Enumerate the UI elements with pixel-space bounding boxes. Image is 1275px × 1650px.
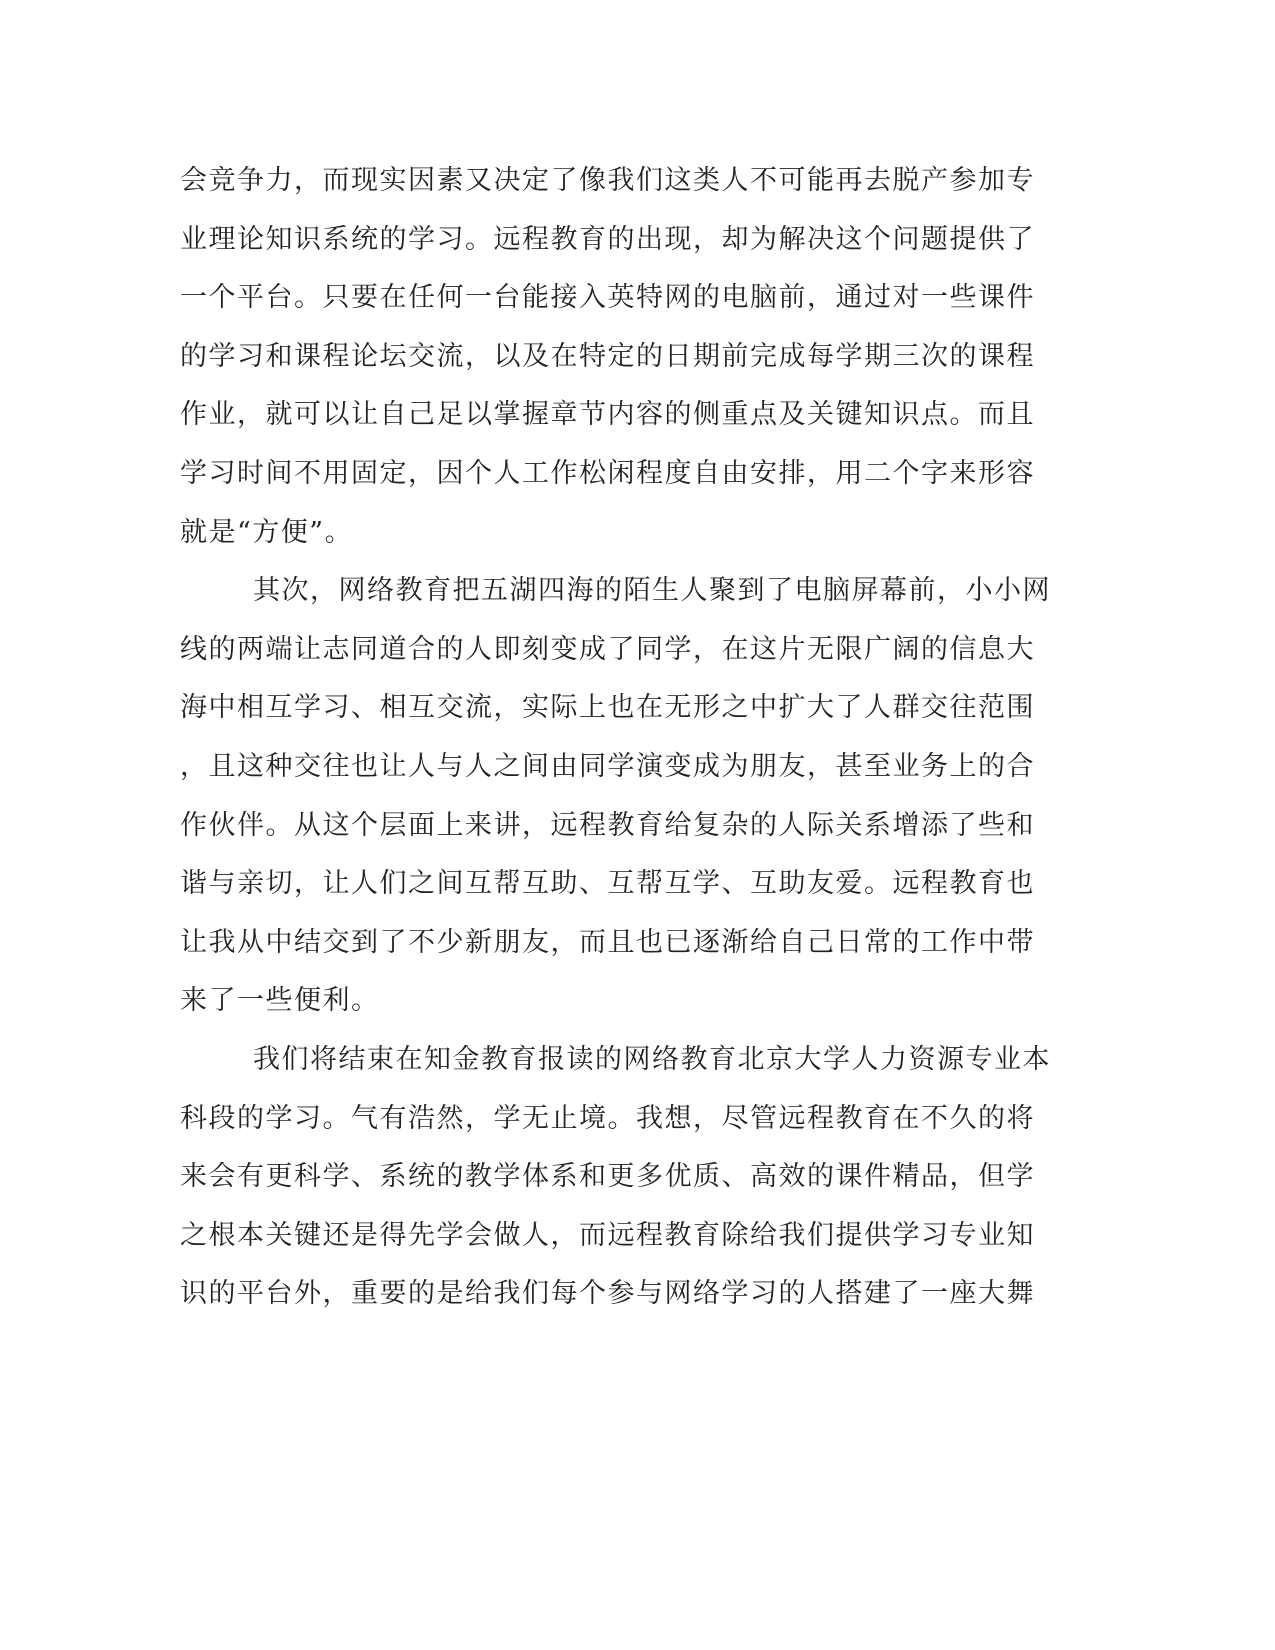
text-line: 一个平台。只要在任何一台能接入英特网的电脑前，通过对一些课件	[180, 282, 1035, 314]
text-line: ，且这种交往也让人与人之间由同学演变成为朋友，甚至业务上的合	[180, 750, 1035, 782]
text-line: 海中相互学习、相互交流，实际上也在无形之中扩大了人群交往范围	[180, 692, 1035, 724]
text-line: 之根本关键还是得先学会做人，而远程教育除给我们提供学习专业知	[180, 1219, 1035, 1251]
text-line: 让我从中结交到了不少新朋友，而且也已逐渐给自己日常的工作中带	[180, 926, 1035, 958]
text-line: 谐与亲切，让人们之间互帮互助、互帮互学、互助友爱。远程教育也	[180, 868, 1035, 900]
paragraph-1	[180, 152, 1035, 562]
text-line: 作业，就可以让自己足以掌握章节内容的侧重点及关键知识点。而且	[180, 399, 1035, 431]
text-line: 线的两端让志同道合的人即刻变成了同学，在这片无限广阔的信息大	[180, 633, 1035, 665]
text-line: 学习时间不用固定，因个人工作松闲程度自由安排，用二个字来形容	[180, 457, 1035, 489]
body-text	[180, 152, 1051, 1324]
text-line: 来会有更科学、系统的教学体系和更多优质、高效的课件精品，但学	[180, 1161, 1035, 1193]
text-line: 识的平台外，重要的是给我们每个参与网络学习的人搭建了一座大舞	[180, 1278, 1035, 1310]
text-line: 会竞争力，而现实因素又决定了像我们这类人不可能再去脱产参加专	[180, 165, 1035, 196]
text-line: 我们将结束在知金教育报读的网络教育北京大学人力资源专业本	[253, 1043, 1051, 1075]
text-line: 的学习和课程论坛交流，以及在特定的日期前完成每学期三次的课程	[180, 340, 1035, 372]
text-line: 作伙伴。从这个层面上来讲，远程教育给复杂的人际关系增添了些和	[180, 809, 1035, 841]
text-line: 业理论知识系统的学习。远程教育的出现，却为解决这个问题提供了	[180, 223, 1035, 255]
text-line: 其次，网络教育把五湖四海的陌生人聚到了电脑屏幕前，小小网	[253, 575, 1051, 607]
text-line: 科段的学习。气有浩然，学无止境。我想，尽管远程教育在不久的将	[180, 1102, 1035, 1134]
paragraph-3	[180, 1031, 1051, 1324]
text-line: 来了一些便利。	[180, 985, 380, 1017]
paragraph-2	[180, 562, 1051, 1031]
text-line: 就是“方便”。	[180, 516, 354, 548]
